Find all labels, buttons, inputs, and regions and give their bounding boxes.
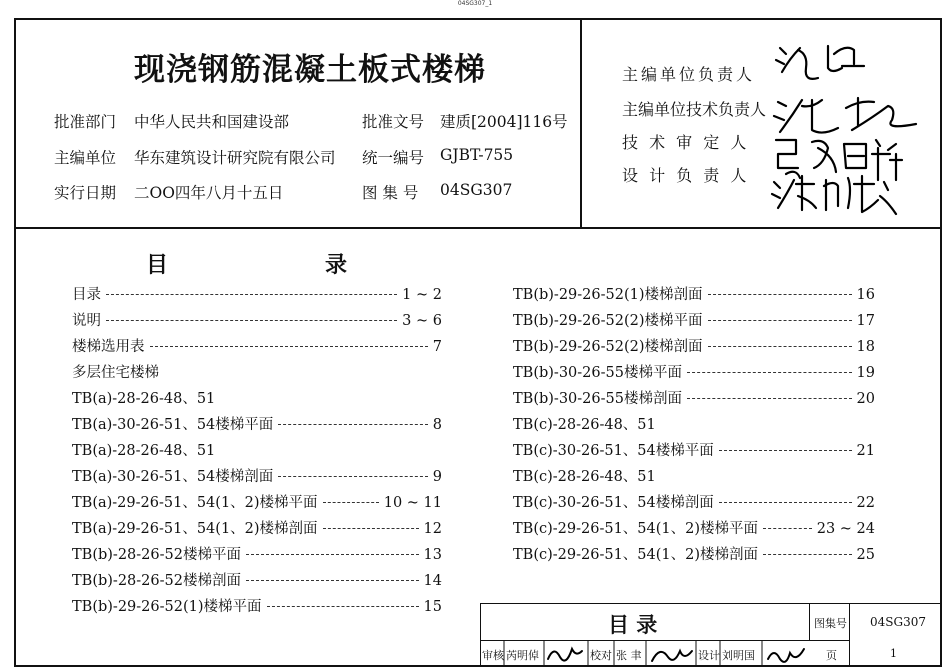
title-block-designer: 刘明国 — [722, 649, 755, 662]
toc-entry-page: 25 — [856, 547, 875, 563]
toc-entry-page: 22 — [856, 495, 875, 511]
toc-entry — [513, 439, 875, 465]
toc-entry-page: 16 — [856, 287, 875, 303]
title-block-page-no: 1 — [890, 647, 897, 660]
toc-entry-page: 12 — [423, 521, 442, 537]
signature-4b — [824, 176, 896, 214]
toc-entry — [513, 465, 875, 491]
toc-entry — [72, 439, 442, 465]
toc-leader-dots — [246, 554, 419, 555]
toc-entry — [513, 361, 875, 387]
toc-leader-dots — [278, 476, 427, 477]
toc-entry — [513, 283, 875, 309]
unified-no-label: 统一编号 — [362, 149, 425, 167]
toc-entry-page: 1 ~ 2 — [402, 287, 442, 303]
title-block — [480, 603, 942, 667]
title-block-page-label: 页 — [826, 649, 837, 662]
atlas-no-label: 图 集 号 — [362, 184, 419, 202]
toc-entry-page: 23 ~ 24 — [816, 521, 875, 537]
chief-unit: 华东建筑设计研究院有限公司 — [134, 149, 336, 167]
title-block-reviewer: 芮明倬 — [506, 649, 539, 662]
toc-entry-title: TB(a)-29-26-51、54(1、2)楼梯剖面 — [72, 521, 318, 537]
responsible-role-1: 主编单位负责人 — [622, 65, 756, 84]
toc-entry-title: TB(c)-28-26-48、51 — [513, 469, 656, 485]
toc-leader-dots — [278, 424, 427, 425]
title-block-checker: 张 聿 — [616, 649, 642, 662]
toc-leader-dots — [106, 294, 397, 295]
toc-leader-dots — [708, 346, 852, 347]
toc-entry-title: TB(c)-29-26-51、54(1、2)楼梯平面 — [513, 521, 759, 537]
toc-leader-dots — [246, 580, 419, 581]
toc-entry-title: TB(a)-28-26-48、51 — [72, 443, 216, 459]
approval-no-label: 批准文号 — [362, 113, 425, 131]
header-divider — [14, 227, 942, 229]
title-block-atlas-label: 图集号 — [814, 617, 847, 630]
toc-entry-title: TB(b)-29-26-52(2)楼梯平面 — [513, 313, 703, 329]
toc-entry-page: 21 — [856, 443, 875, 459]
sheet-code-top: 04SG307_1 — [457, 0, 493, 7]
effective-date: 二OO四年八月十五日 — [134, 184, 284, 202]
title-block-check-label: 校对 — [590, 649, 612, 662]
title-block-review-label: 审核 — [482, 649, 504, 662]
toc-leader-dots — [323, 502, 379, 503]
chief-unit-label: 主编单位 — [54, 149, 117, 167]
signature-2b — [846, 98, 916, 130]
approval-dept: 中华人民共和国建设部 — [134, 113, 290, 131]
toc-entry-title: TB(b)-28-26-52楼梯平面 — [72, 547, 241, 563]
toc-entry — [72, 335, 442, 361]
toc-entry — [72, 283, 442, 309]
title-block-atlas-no: 04SG307 — [870, 615, 926, 629]
toc-entry-title: TB(c)-28-26-48、51 — [513, 417, 656, 433]
toc-entry — [72, 309, 442, 335]
toc-entry — [72, 387, 442, 413]
toc-entry — [72, 413, 442, 439]
toc-leader-dots — [708, 294, 852, 295]
toc-entry — [72, 595, 442, 621]
toc-heading-right: 录 — [325, 253, 348, 278]
toc-entry-title: TB(b)-30-26-55楼梯平面 — [513, 365, 682, 381]
toc-leader-dots — [323, 528, 419, 529]
toc-entry-page: 14 — [423, 573, 442, 589]
toc-entry — [513, 413, 875, 439]
toc-leader-dots — [708, 320, 852, 321]
toc-entry-page: 15 — [423, 599, 442, 615]
title-block-signatures — [548, 649, 804, 662]
signature-2a — [774, 100, 838, 133]
toc-entry — [72, 465, 442, 491]
toc-leader-dots — [687, 372, 852, 373]
toc-entry-page: 9 — [432, 469, 442, 485]
toc-entry-title: 目录 — [72, 287, 101, 303]
signature-3a — [776, 140, 836, 178]
signature-1b — [828, 46, 864, 71]
toc-entry-title: 楼梯选用表 — [72, 339, 145, 355]
toc-entry — [513, 309, 875, 335]
toc-entry-page: 13 — [423, 547, 442, 563]
toc-entry-page: 3 ~ 6 — [402, 313, 442, 329]
toc-entry-title: TB(c)-30-26-51、54楼梯剖面 — [513, 495, 714, 511]
toc-entry-title: TB(a)-28-26-48、51 — [72, 391, 216, 407]
signature-4a — [772, 176, 816, 210]
title-block-row-lines — [480, 641, 810, 667]
toc-leader-dots — [150, 346, 428, 347]
approval-dept-label: 批准部门 — [54, 113, 117, 131]
toc-entry-title: TB(a)-30-26-51、54楼梯平面 — [72, 417, 274, 433]
toc-leader-dots — [106, 320, 397, 321]
toc-leader-dots — [763, 528, 812, 529]
toc-entry-title: TB(c)-29-26-51、54(1、2)楼梯剖面 — [513, 547, 759, 563]
toc-left-column — [72, 283, 442, 621]
atlas-no: 04SG307 — [440, 181, 513, 199]
signature-3b — [844, 140, 902, 180]
title-block-sheet-title: 目 录 — [608, 613, 658, 637]
toc-entry-page: 7 — [432, 339, 442, 355]
toc-entry-title: TB(b)-29-26-52(1)楼梯剖面 — [513, 287, 703, 303]
toc-entry — [513, 543, 875, 569]
toc-leader-dots — [719, 502, 852, 503]
toc-entry-title: TB(b)-28-26-52楼梯剖面 — [72, 573, 241, 589]
header-vertical-divider — [580, 18, 582, 228]
toc-leader-dots — [687, 398, 852, 399]
signature-strokes — [768, 36, 938, 216]
unified-no: GJBT-755 — [440, 146, 514, 164]
toc-entry-title: TB(a)-29-26-51、54(1、2)楼梯平面 — [72, 495, 318, 511]
toc-entry-page: 19 — [856, 365, 875, 381]
toc-entry — [513, 491, 875, 517]
toc-leader-dots — [267, 606, 419, 607]
toc-entry-title: 多层住宅楼梯 — [72, 365, 159, 381]
toc-entry — [513, 335, 875, 361]
toc-entry-page: 20 — [856, 391, 875, 407]
toc-entry — [72, 543, 442, 569]
toc-entry-page: 18 — [856, 339, 875, 355]
toc-entry-title: TB(b)-29-26-52(2)楼梯剖面 — [513, 339, 703, 355]
toc-entry-page: 17 — [856, 313, 875, 329]
toc-entry — [72, 517, 442, 543]
responsible-role-4: 设 计 负 责 人 — [622, 166, 750, 185]
responsible-role-3: 技 术 审 定 人 — [622, 133, 750, 152]
toc-entry-title: TB(b)-30-26-55楼梯剖面 — [513, 391, 682, 407]
toc-entry-title: TB(a)-30-26-51、54楼梯剖面 — [72, 469, 274, 485]
effective-date-label: 实行日期 — [54, 184, 117, 202]
title-block-design-label: 设计 — [698, 649, 720, 662]
toc-leader-dots — [763, 554, 852, 555]
atlas-title: 现浇钢筋混凝土板式楼梯 — [134, 52, 486, 88]
toc-entry — [513, 387, 875, 413]
toc-entry — [72, 361, 442, 387]
toc-entry-title: TB(b)-29-26-52(1)楼梯平面 — [72, 599, 262, 615]
toc-entry — [513, 517, 875, 543]
signature-1a — [776, 48, 818, 79]
toc-entry-title: TB(c)-30-26-51、54楼梯平面 — [513, 443, 714, 459]
approval-no: 建质[2004]116号 — [440, 113, 568, 131]
toc-entry-page: 8 — [432, 417, 442, 433]
toc-right-column — [513, 283, 875, 569]
responsible-role-2: 主编单位技术负责人 — [622, 100, 767, 119]
toc-entry-page: 10 ~ 11 — [383, 495, 442, 511]
toc-entry — [72, 569, 442, 595]
toc-entry — [72, 491, 442, 517]
toc-leader-dots — [719, 450, 852, 451]
toc-heading-left: 目 — [146, 253, 169, 278]
toc-entry-title: 说明 — [72, 313, 101, 329]
